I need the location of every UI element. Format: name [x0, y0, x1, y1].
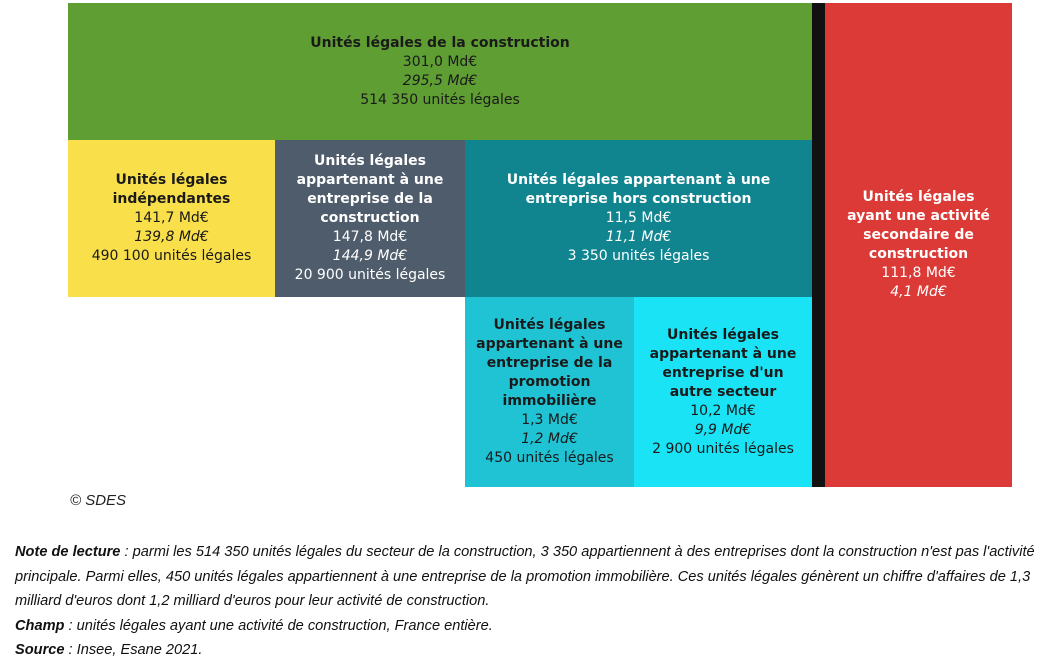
box-ca: 1,3 Md€: [521, 412, 578, 428]
box-independantes: [68, 140, 275, 297]
box-title: Unités légales appartenant à une entreprise de la construction: [296, 153, 444, 226]
box-count: 450 unités légales: [485, 450, 614, 466]
box-secondaire: [825, 3, 1012, 487]
box-construction: [68, 3, 812, 140]
box-ca: 147,8 Md€: [332, 229, 408, 245]
box-title: Unités légales ayant une activité secondaire de construction: [847, 189, 990, 262]
box-count: 514 350 unités légales: [360, 91, 520, 108]
separator-bar: [812, 3, 825, 487]
note-champ-text: : unités légales ayant une activité de construction, France entière.: [64, 617, 493, 634]
box-count: 3 350 unités légales: [567, 248, 710, 264]
box-ca: 301,0 Md€: [402, 53, 478, 70]
note-champ: [15, 614, 1063, 639]
box-hors-construction: [465, 140, 812, 297]
credit-text: © SDES: [70, 492, 127, 509]
box-ca-construction: 1,2 Md€: [521, 431, 578, 447]
box-ca: 10,2 Md€: [690, 402, 756, 419]
box-title: Unités légales de la construction: [310, 34, 570, 51]
note-champ-label: Champ: [15, 617, 65, 634]
box-autre-secteur: [634, 297, 812, 487]
box-ca-construction: 11,1 Md€: [605, 229, 672, 245]
box-ca: 141,7 Md€: [134, 210, 209, 226]
box-count: 2 900 unités légales: [652, 440, 794, 457]
box-ca: 111,8 Md€: [881, 265, 956, 281]
box-title: Unités légales indépendantes: [112, 172, 231, 207]
note-lecture-text: : parmi les 514 350 unités légales du secteur de la construction, 3 350 appartiennent à des entreprises dont la construction n'est pas l'activité principale. Parmi elles, 450 unités légales appartiennent à une entreprise de la promotion immobilière. Ces unités légales génèrent un chiffre d'affaires de 1,3 milliard d'euros dont 1,2 milliard d'euros pour leur activité de construction.: [15, 544, 1035, 609]
box-ca-construction: 139,8 Md€: [134, 229, 209, 245]
box-ca: 11,5 Md€: [605, 210, 672, 226]
note-source-text: : Insee, Esane 2021.: [64, 642, 203, 658]
box-ca-construction: 295,5 Md€: [402, 72, 478, 89]
note-lecture: [15, 540, 1063, 614]
box-title: Unités légales appartenant à une entreprise de la promotion immobilière: [476, 317, 623, 409]
box-title: Unités légales appartenant à une entreprise d'un autre secteur: [649, 326, 797, 400]
box-promotion: [465, 297, 634, 487]
note-source: [15, 638, 1063, 663]
box-entreprise-construction: [275, 140, 465, 297]
box-title: Unités légales appartenant à une entreprise hors construction: [506, 172, 771, 207]
box-ca-construction: 9,9 Md€: [694, 421, 752, 438]
box-count: 490 100 unités légales: [91, 248, 252, 264]
note-source-label: Source: [15, 642, 65, 658]
box-ca-construction: 144,9 Md€: [332, 248, 408, 264]
box-ca-construction: 4,1 Md€: [890, 284, 947, 300]
notes-block: [15, 540, 1063, 663]
note-lecture-label: Note de lecture: [15, 544, 121, 560]
box-count: 20 900 unités légales: [294, 267, 446, 283]
